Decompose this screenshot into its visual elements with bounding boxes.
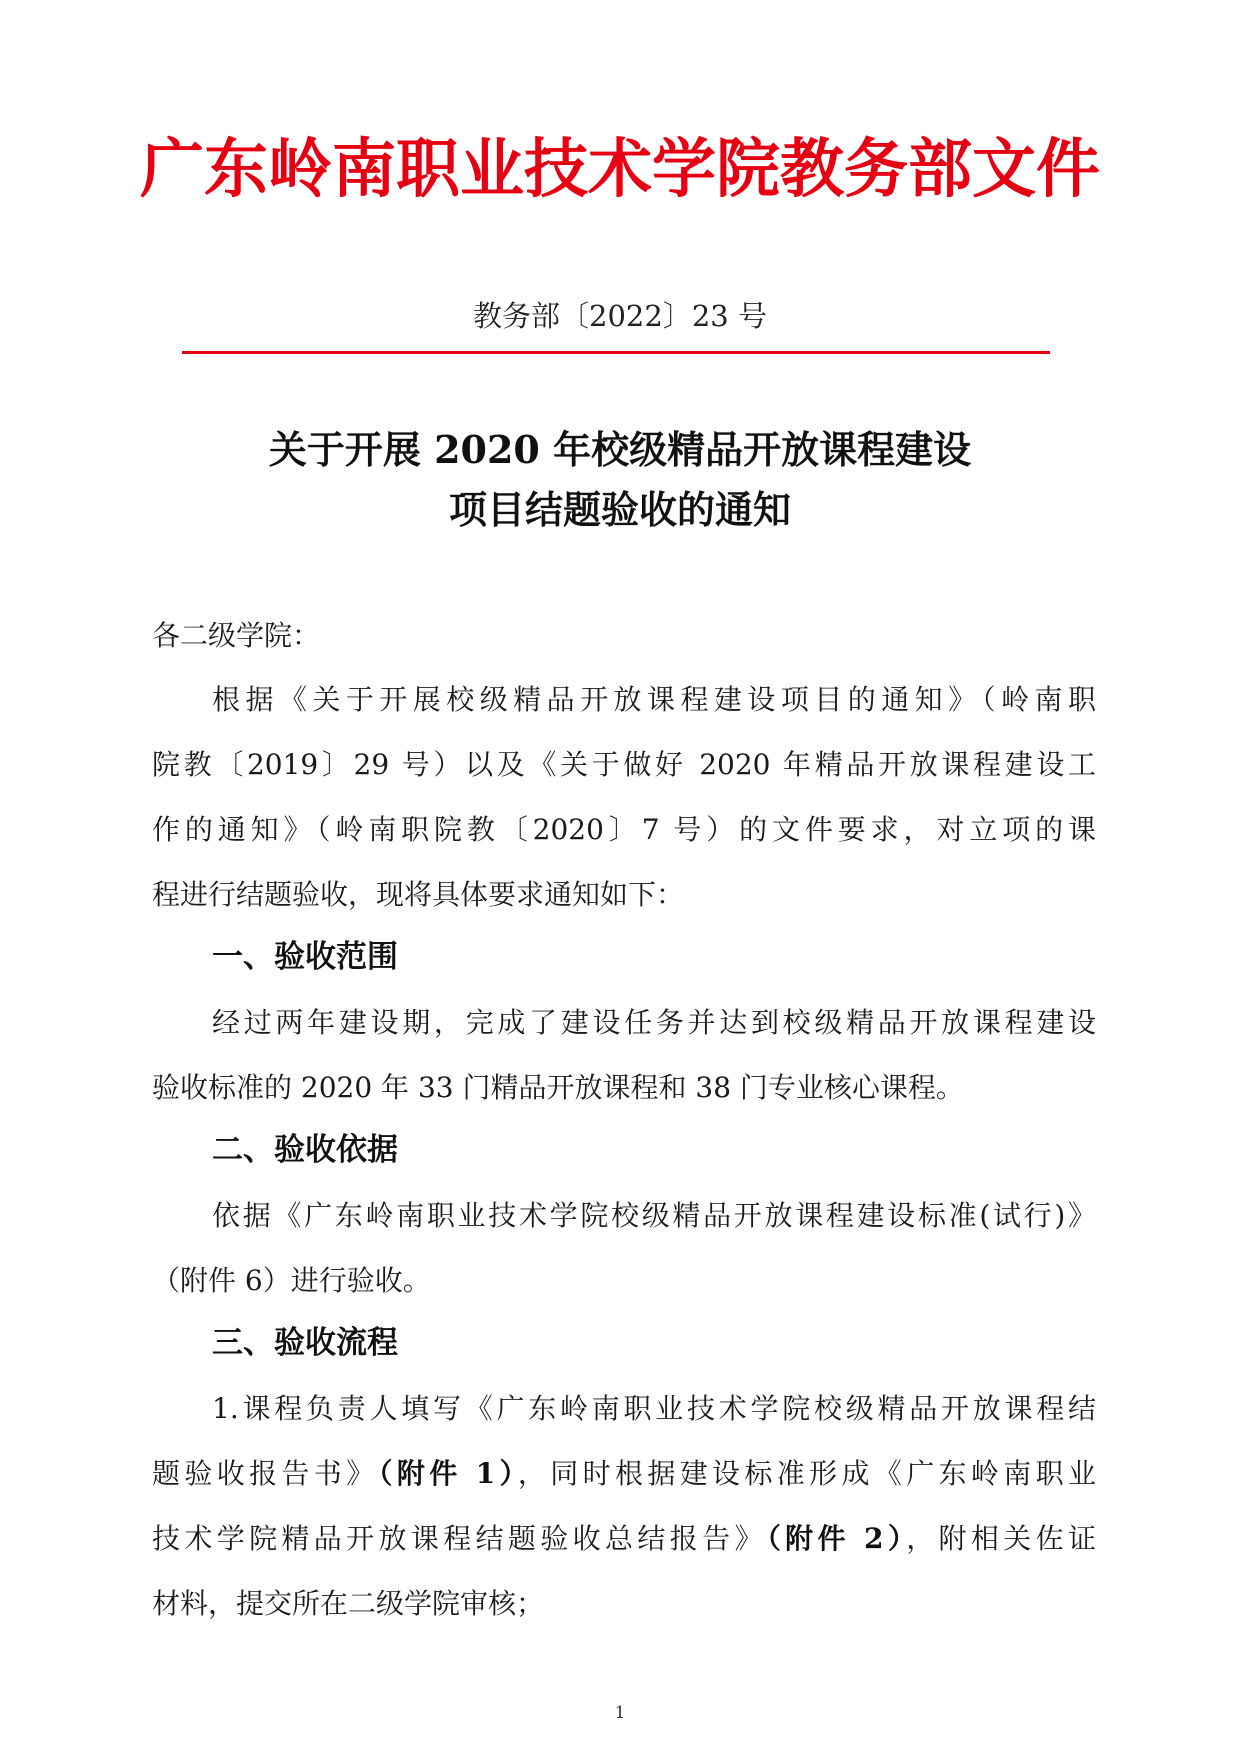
notice-title-line-2: 项目结题验收的通知 [448, 487, 791, 532]
section-3-line-4: 材料，提交所在二级学院审核； [152, 1587, 545, 1620]
section-3-line-1: 1.课程负责人填写《广东岭南职业技术学院校级精品开放课程结 [212, 1392, 1096, 1425]
section-3-line-3 [152, 1519, 1096, 1559]
intro-line-1: 根据《关于开展校级精品开放课程建设项目的通知》（岭南职 [212, 683, 1096, 716]
section-1-line-1: 经过两年建设期，完成了建设任务并达到校级精品开放课程建设 [212, 1006, 1096, 1039]
page-number: 1 [614, 1703, 626, 1723]
notice-title-line-1: 关于开展 2020 年校级精品开放课程建设 [268, 427, 972, 472]
section-3-line-2-text-c: ，同时根据建设标准形成《广东岭南职业 [517, 1457, 1096, 1490]
org-header-title: 广东岭南职业技术学院教务部文件 [140, 132, 1100, 207]
section-2-heading: 二、验收依据 [212, 1132, 398, 1168]
section-3-line-3-text-a: 技术学院精品开放课程结题验收总结报告》 [152, 1522, 767, 1555]
intro-line-2: 院教〔2019〕29 号）以及《关于做好 2020 年精品开放课程建设工 [152, 748, 1096, 781]
salutation: 各二级学院： [152, 619, 321, 652]
intro-line-3: 作的通知》（岭南职院教〔2020〕7 号）的文件要求，对立项的课 [152, 813, 1096, 846]
section-1-line-2: 验收标准的 2020 年 33 门精品开放课程和 38 门专业核心课程。 [152, 1071, 964, 1104]
section-3-line-3-text-c: ，附相关佐证 [906, 1522, 1096, 1555]
attachment-1-label: （附件 1） [378, 1457, 518, 1490]
section-3-line-2-text-a: 题验收报告书》 [152, 1457, 379, 1490]
section-3-line-2 [152, 1454, 1096, 1494]
section-1-heading: 一、验收范围 [212, 939, 398, 975]
intro-line-4: 程进行结题验收，现将具体要求通知如下： [152, 878, 685, 911]
section-2-line-1: 依据《广东岭南职业技术学院校级精品开放课程建设标准(试行)》 [212, 1199, 1096, 1232]
section-2-line-2: （附件 6）进行验收。 [152, 1264, 431, 1297]
section-3-heading: 三、验收流程 [212, 1325, 398, 1361]
document-number: 教务部〔2022〕23 号 [473, 299, 767, 333]
red-divider-rule [182, 351, 1050, 354]
attachment-2-label: （附件 2） [766, 1522, 907, 1555]
